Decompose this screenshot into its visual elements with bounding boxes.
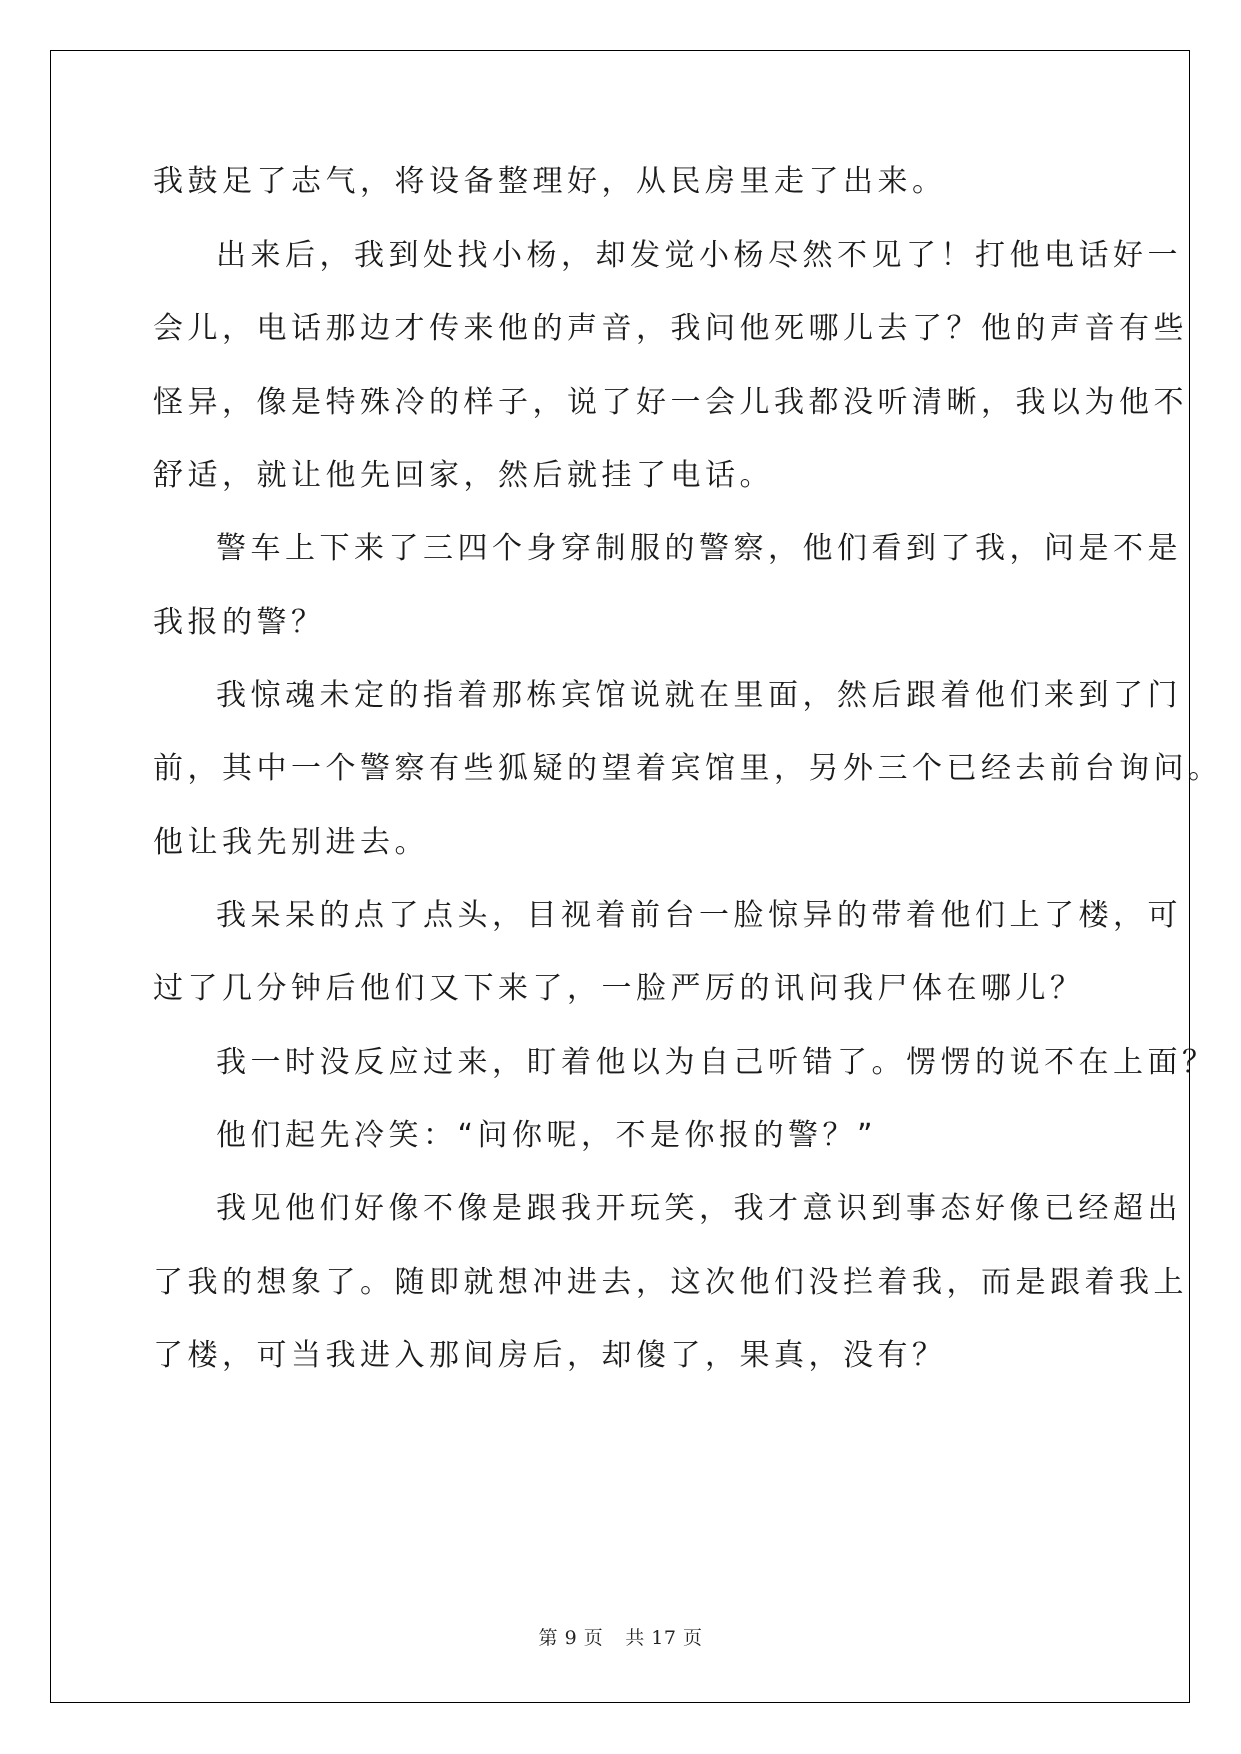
text-line: 前，其中一个警察有些狐疑的望着宾馆里，另外三个已经去前台询问。 [153,751,1223,786]
text-line: 出来后，我到处找小杨，却发觉小杨尽然不见了！打他电话好一 [216,238,1182,273]
text-line: 我鼓足了志气，将设备整理好，从民房里走了出来。 [153,164,947,199]
page-number: 第 9 页 [538,1627,604,1649]
text-line: 我一时没反应过来，盯着他以为自己听错了。愣愣的说不在上面？ [216,1045,1217,1080]
page-frame [50,50,1190,1703]
text-line: 过了几分钟后他们又下来了，一脸严厉的讯问我尸体在哪儿？ [153,971,1085,1006]
page-footer [0,1623,1241,1650]
text-line: 怪异，像是特殊冷的样子，说了好一会儿我都没听清晰，我以为他不 [153,385,1188,420]
text-line: 我报的警？ [153,605,326,640]
text-line: 他们起先冷笑：“问你呢，不是你报的警？” [216,1118,878,1153]
page-total: 共 17 页 [625,1627,703,1649]
text-line: 了我的想象了。随即就想冲进去，这次他们没拦着我，而是跟着我上 [153,1265,1188,1300]
text-line: 我呆呆的点了点头，目视着前台一脸惊异的带着他们上了楼，可 [216,898,1182,933]
text-line: 他让我先别进去。 [153,825,429,860]
text-line: 我见他们好像不像是跟我开玩笑，我才意识到事态好像已经超出 [216,1191,1182,1226]
text-line: 警车上下来了三四个身穿制服的警察，他们看到了我，问是不是 [216,531,1182,566]
text-line: 我惊魂未定的指着那栋宾馆说就在里面，然后跟着他们来到了门 [216,678,1182,713]
text-line: 了楼，可当我进入那间房后，却傻了，果真，没有？ [153,1338,947,1373]
text-line: 会儿，电话那边才传来他的声音，我问他死哪儿去了？他的声音有些 [153,311,1188,346]
text-line: 舒适，就让他先回家，然后就挂了电话。 [153,458,774,493]
